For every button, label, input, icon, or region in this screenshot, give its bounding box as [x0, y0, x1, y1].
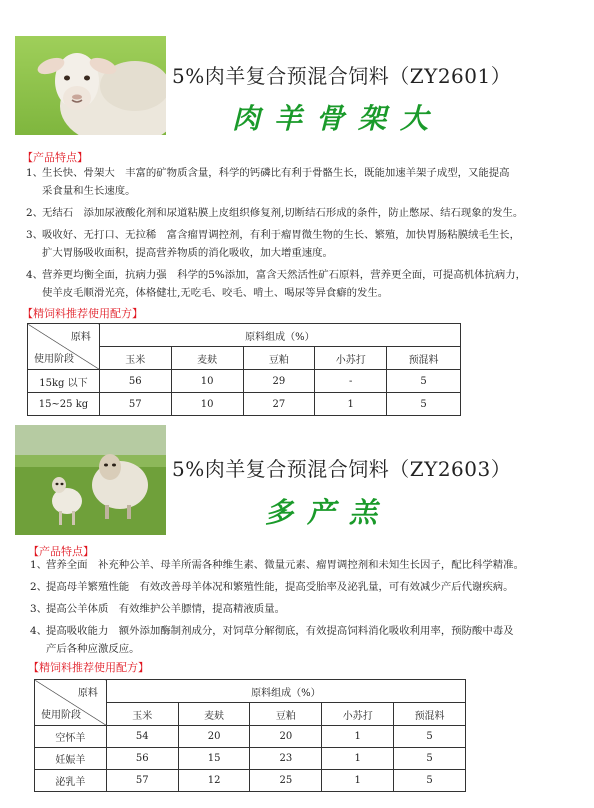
- feature-item: 1、生长快、骨架大 丰富的矿物质含量，科学的钙磷比有利于骨骼生长，既能加速羊架子成型，又能提高 采食量和生长速度。: [26, 167, 510, 197]
- column-header: 玉米: [99, 347, 171, 370]
- feature-item: 3、吸收好、无打口、无拉稀 富含瘤胃调控剂，有利于瘤胃微生物的生长、繁殖，加快胃肠粘膜绒毛生长， 扩大胃肠吸收面积，提高营养物质的消化吸收，加大增重速度。: [26, 229, 520, 259]
- table-row: 泌乳羊 57 12 25 1 5: [35, 770, 466, 792]
- feature-item: 4、营养更均衡全面，抗病力强 科学的5%添加，富含天然活性矿石原料，营养更全面，可提高机体抗病力， 使羊皮毛顺滑光亮，体格健壮,无吃毛、咬毛、啃土、喝尿等异食癖的发生。: [26, 269, 527, 299]
- column-header: 预混料: [394, 703, 466, 726]
- table-row: 妊娠羊 56 15 23 1 5: [35, 748, 466, 770]
- group-header: 原料组成（%）: [106, 680, 465, 703]
- column-header: 豆粕: [243, 347, 315, 370]
- formula-table-1: [27, 323, 461, 416]
- product-title-zy2601: 5%肉羊复合预混合饲料（ZY2601）: [172, 64, 512, 88]
- features-heading-2: 【产品特点】: [28, 545, 94, 558]
- features-heading-1: 【产品特点】: [22, 151, 88, 164]
- sheep-photo-2: [15, 425, 166, 535]
- group-header: 原料组成（%）: [99, 324, 460, 347]
- feature-item: 4、提高吸收能力 额外添加酶制剂成分，对饲草分解彻底，有效提高饲料消化吸收利用率，预防酸中毒及 产后各种应激反应。: [30, 625, 514, 655]
- feature-item: 3、提高公羊体质 有效维护公羊膘情，提高精液质量。: [30, 603, 285, 615]
- sheep-photo-1: [15, 36, 166, 135]
- formula-table-2: [34, 679, 466, 792]
- product-title-zy2603: 5%肉羊复合预混合饲料（ZY2603）: [172, 457, 512, 481]
- column-header: 玉米: [106, 703, 178, 726]
- feature-list-2: [30, 556, 575, 658]
- column-header: 小苏打: [322, 703, 394, 726]
- table-row: 空怀羊 54 20 20 1 5: [35, 726, 466, 748]
- table-corner: 原料 使用阶段: [35, 680, 107, 726]
- feature-item: 1、营养全面 补充种公羊、母羊所需各种维生素、微量元素、瘤胃调控剂和未知生长因子，配比科学精准。: [30, 559, 524, 571]
- column-header: 麦麸: [178, 703, 250, 726]
- column-header: 小苏打: [315, 347, 387, 370]
- product-slogan-1: 肉羊骨架大: [232, 102, 443, 135]
- formula-heading-2: 【精饲料推荐使用配方】: [28, 661, 149, 674]
- table-corner: 原料 使用阶段: [28, 324, 100, 370]
- column-header: 豆粕: [250, 703, 322, 726]
- column-header: 麦麸: [171, 347, 243, 370]
- table-row: 15~25 kg 57 10 27 1 5: [28, 393, 461, 416]
- feature-list-1: [26, 164, 571, 302]
- formula-heading-1: 【精饲料推荐使用配方】: [22, 307, 143, 320]
- feature-item: 2、提高母羊繁殖性能 有效改善母羊体况和繁殖性能，提高受胎率及泌乳量，可有效减少产后代谢疾病。: [30, 581, 514, 593]
- product-slogan-2: 多产羔: [265, 496, 392, 529]
- column-header: 预混料: [387, 347, 461, 370]
- feature-item: 2、无结石 添加尿液酸化剂和尿道粘膜上皮组织修复剂,切断结石形成的条件，防止憋尿、结石现象的发生。: [26, 207, 524, 219]
- table-row: 15kg 以下 56 10 29 - 5: [28, 370, 461, 393]
